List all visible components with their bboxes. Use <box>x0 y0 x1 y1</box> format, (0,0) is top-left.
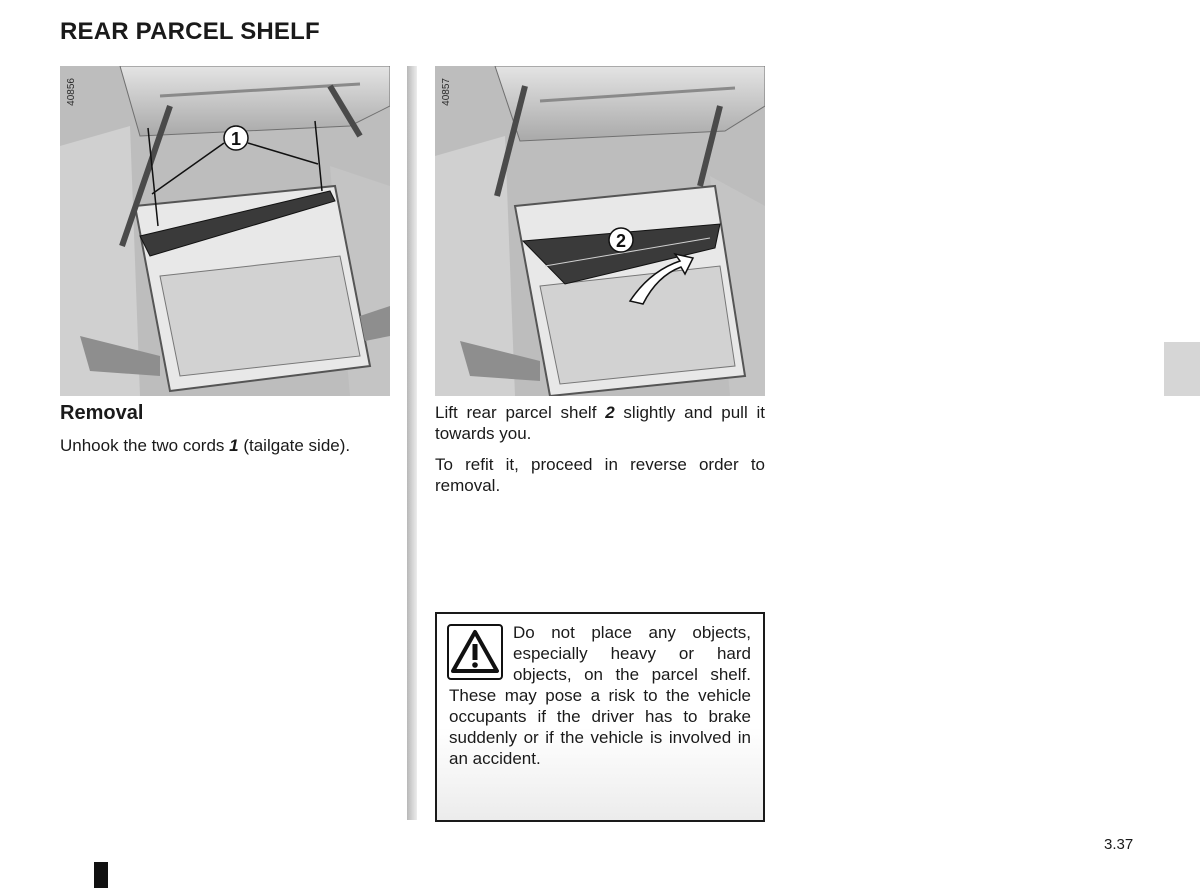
reference-1: 1 <box>229 436 239 455</box>
chapter-tab <box>1164 342 1200 396</box>
callout-1: 1 <box>230 129 242 149</box>
figure-number: 40856 <box>66 78 77 106</box>
page-number: 3.37 <box>1104 836 1134 853</box>
warning-box <box>435 612 765 822</box>
removal-instruction: Unhook the two cords 1 (tailgate side). <box>60 436 351 455</box>
illustration-lift-shelf <box>435 66 765 396</box>
section-heading-removal: Removal <box>60 402 144 424</box>
illustration-removal <box>60 66 390 396</box>
callout-2: 2 <box>615 231 627 251</box>
figure-number: 40857 <box>441 78 452 106</box>
corner-mark <box>94 862 108 888</box>
warning-text: Do not place any objects, especially heavy or hard objects, on the parcel shelf. These may pose a risk to the vehicle occupants if the driver has to brake suddenly or if the vehicle is involved in an accident. <box>449 623 751 768</box>
refit-instruction: To refit it, proceed in reverse order to removal. <box>435 455 765 495</box>
column-divider <box>407 66 417 820</box>
reference-2: 2 <box>605 403 615 422</box>
lift-instruction: Lift rear parcel shelf 2 slightly and pull it towards you. <box>435 403 766 443</box>
page-title: REAR PARCEL SHELF <box>60 18 320 45</box>
warning-triangle-icon <box>447 624 503 680</box>
